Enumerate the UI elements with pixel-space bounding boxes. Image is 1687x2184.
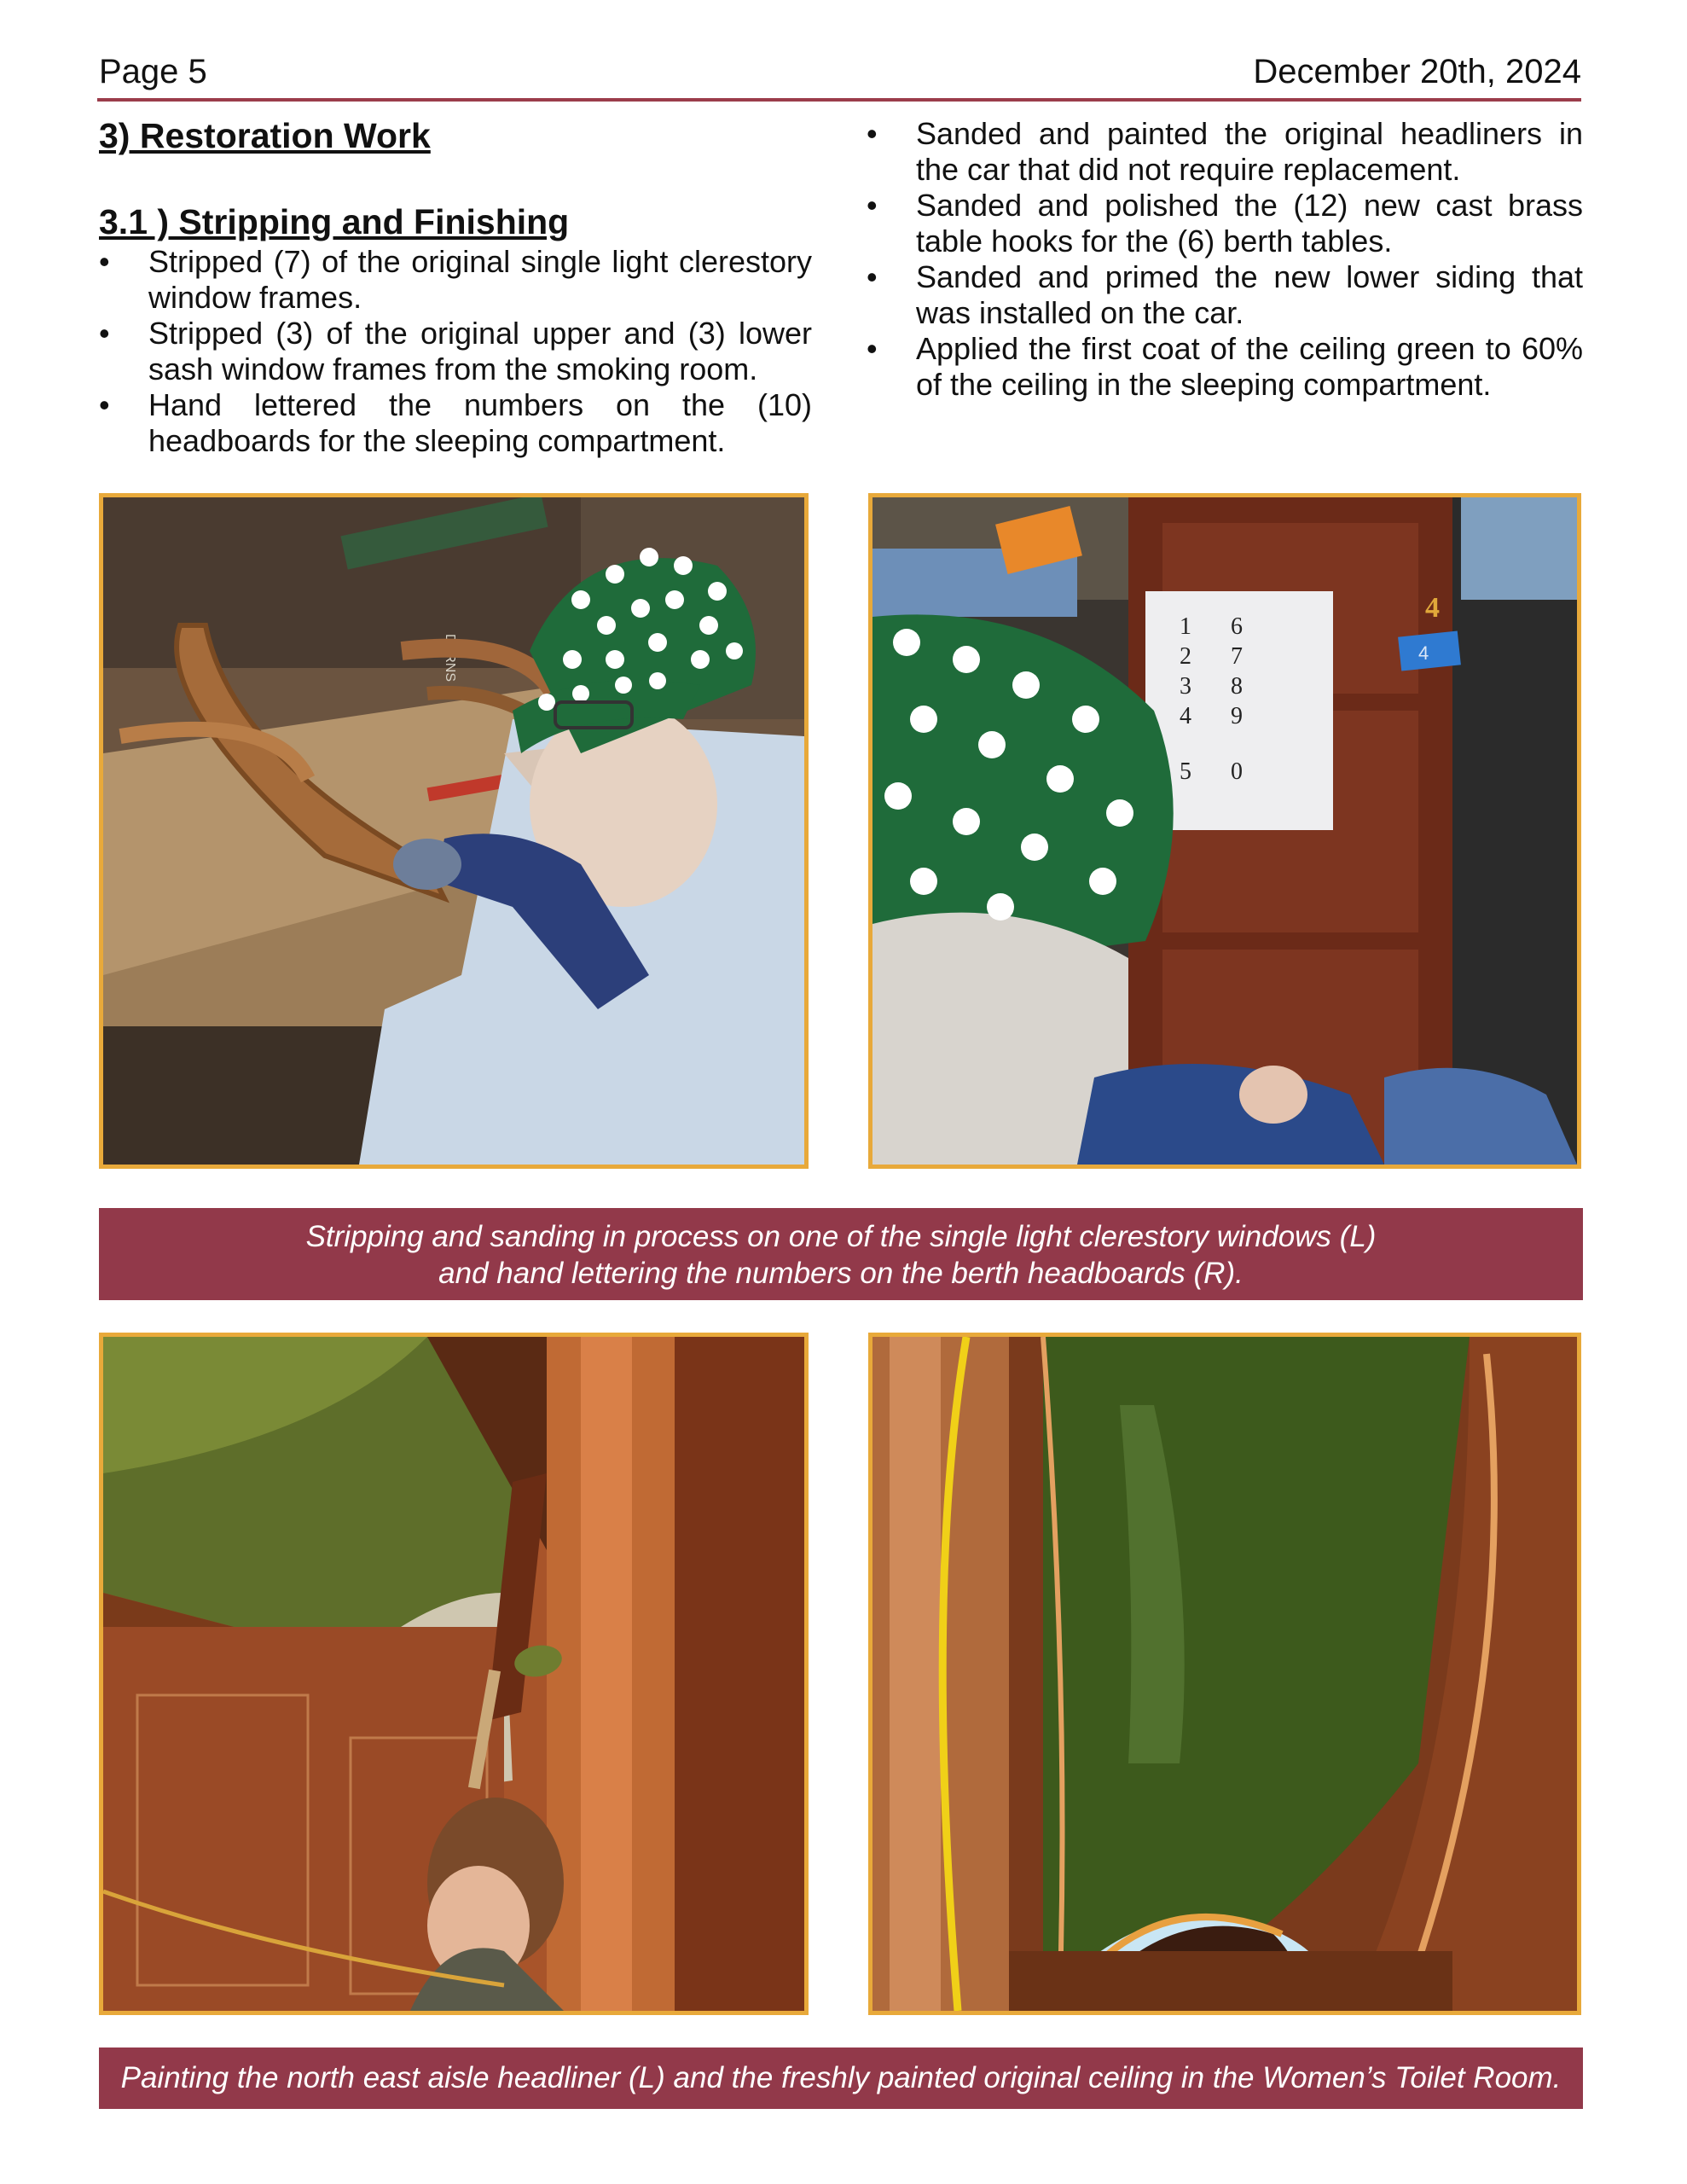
photo-toilet-room-ceiling: [868, 1333, 1581, 2015]
chart-number: 4: [1180, 703, 1191, 729]
box-label-text: DARNS: [443, 634, 457, 682]
chart-number: 3: [1180, 673, 1191, 700]
photo-painting-headliner: [99, 1333, 809, 2015]
left-bullet-list: [99, 244, 812, 459]
chart-number: 7: [1231, 643, 1243, 670]
headboard-number: 4: [1425, 592, 1440, 624]
photo-window-frame-stripping: [99, 493, 809, 1169]
chart-number: 0: [1231, 758, 1243, 785]
bullet-item: • Hand lettered the numbers on the (10) headboards for the sleeping compartment.: [99, 387, 812, 459]
caption-photos-bottom: Painting the north east aisle headliner (L) and the freshly painted original ceiling in the Women’s Toilet Room.: [99, 2048, 1583, 2109]
issue-date: December 20th, 2024: [1253, 53, 1581, 90]
header-divider: [97, 98, 1581, 102]
chart-number: 6: [1231, 613, 1243, 640]
caption-line: and hand lettering the numbers on the berth headboards (R).: [438, 1257, 1244, 1290]
photo-headboard-lettering: [868, 493, 1581, 1169]
tag-number: 4: [1418, 642, 1429, 664]
bullet-item: • Sanded and primed the new lower siding that was installed on the car.: [867, 259, 1583, 331]
chart-number: 5: [1180, 758, 1191, 785]
bullet-item: • Stripped (7) of the original single light clerestory window frames.: [99, 244, 812, 316]
chart-number: 9: [1231, 703, 1243, 729]
caption-line: Stripping and sanding in process on one of the single light clerestory windows (L): [305, 1220, 1377, 1253]
right-bullet-list: [867, 116, 1583, 403]
caption-photos-top: [99, 1208, 1583, 1300]
bullet-item: • Stripped (3) of the original upper and (3) lower sash window frames from the smoking room.: [99, 316, 812, 387]
section-title: 3) Restoration Work: [99, 116, 431, 155]
bullet-item: • Sanded and polished the (12) new cast brass table hooks for the (6) berth tables.: [867, 188, 1583, 259]
bullet-item: • Applied the first coat of the ceiling green to 60% of the ceiling in the sleeping compartment.: [867, 331, 1583, 403]
right-text-column: [867, 116, 1583, 403]
chart-number: 1: [1180, 613, 1191, 640]
chart-number: 8: [1231, 673, 1243, 700]
page-number: Page 5: [99, 53, 207, 90]
chart-number: 2: [1180, 643, 1191, 670]
subsection-title: 3.1 ) Stripping and Finishing: [99, 202, 570, 241]
left-text-column: [99, 113, 812, 459]
bullet-item: • Sanded and painted the original headliners in the car that did not require replacement.: [867, 116, 1583, 188]
